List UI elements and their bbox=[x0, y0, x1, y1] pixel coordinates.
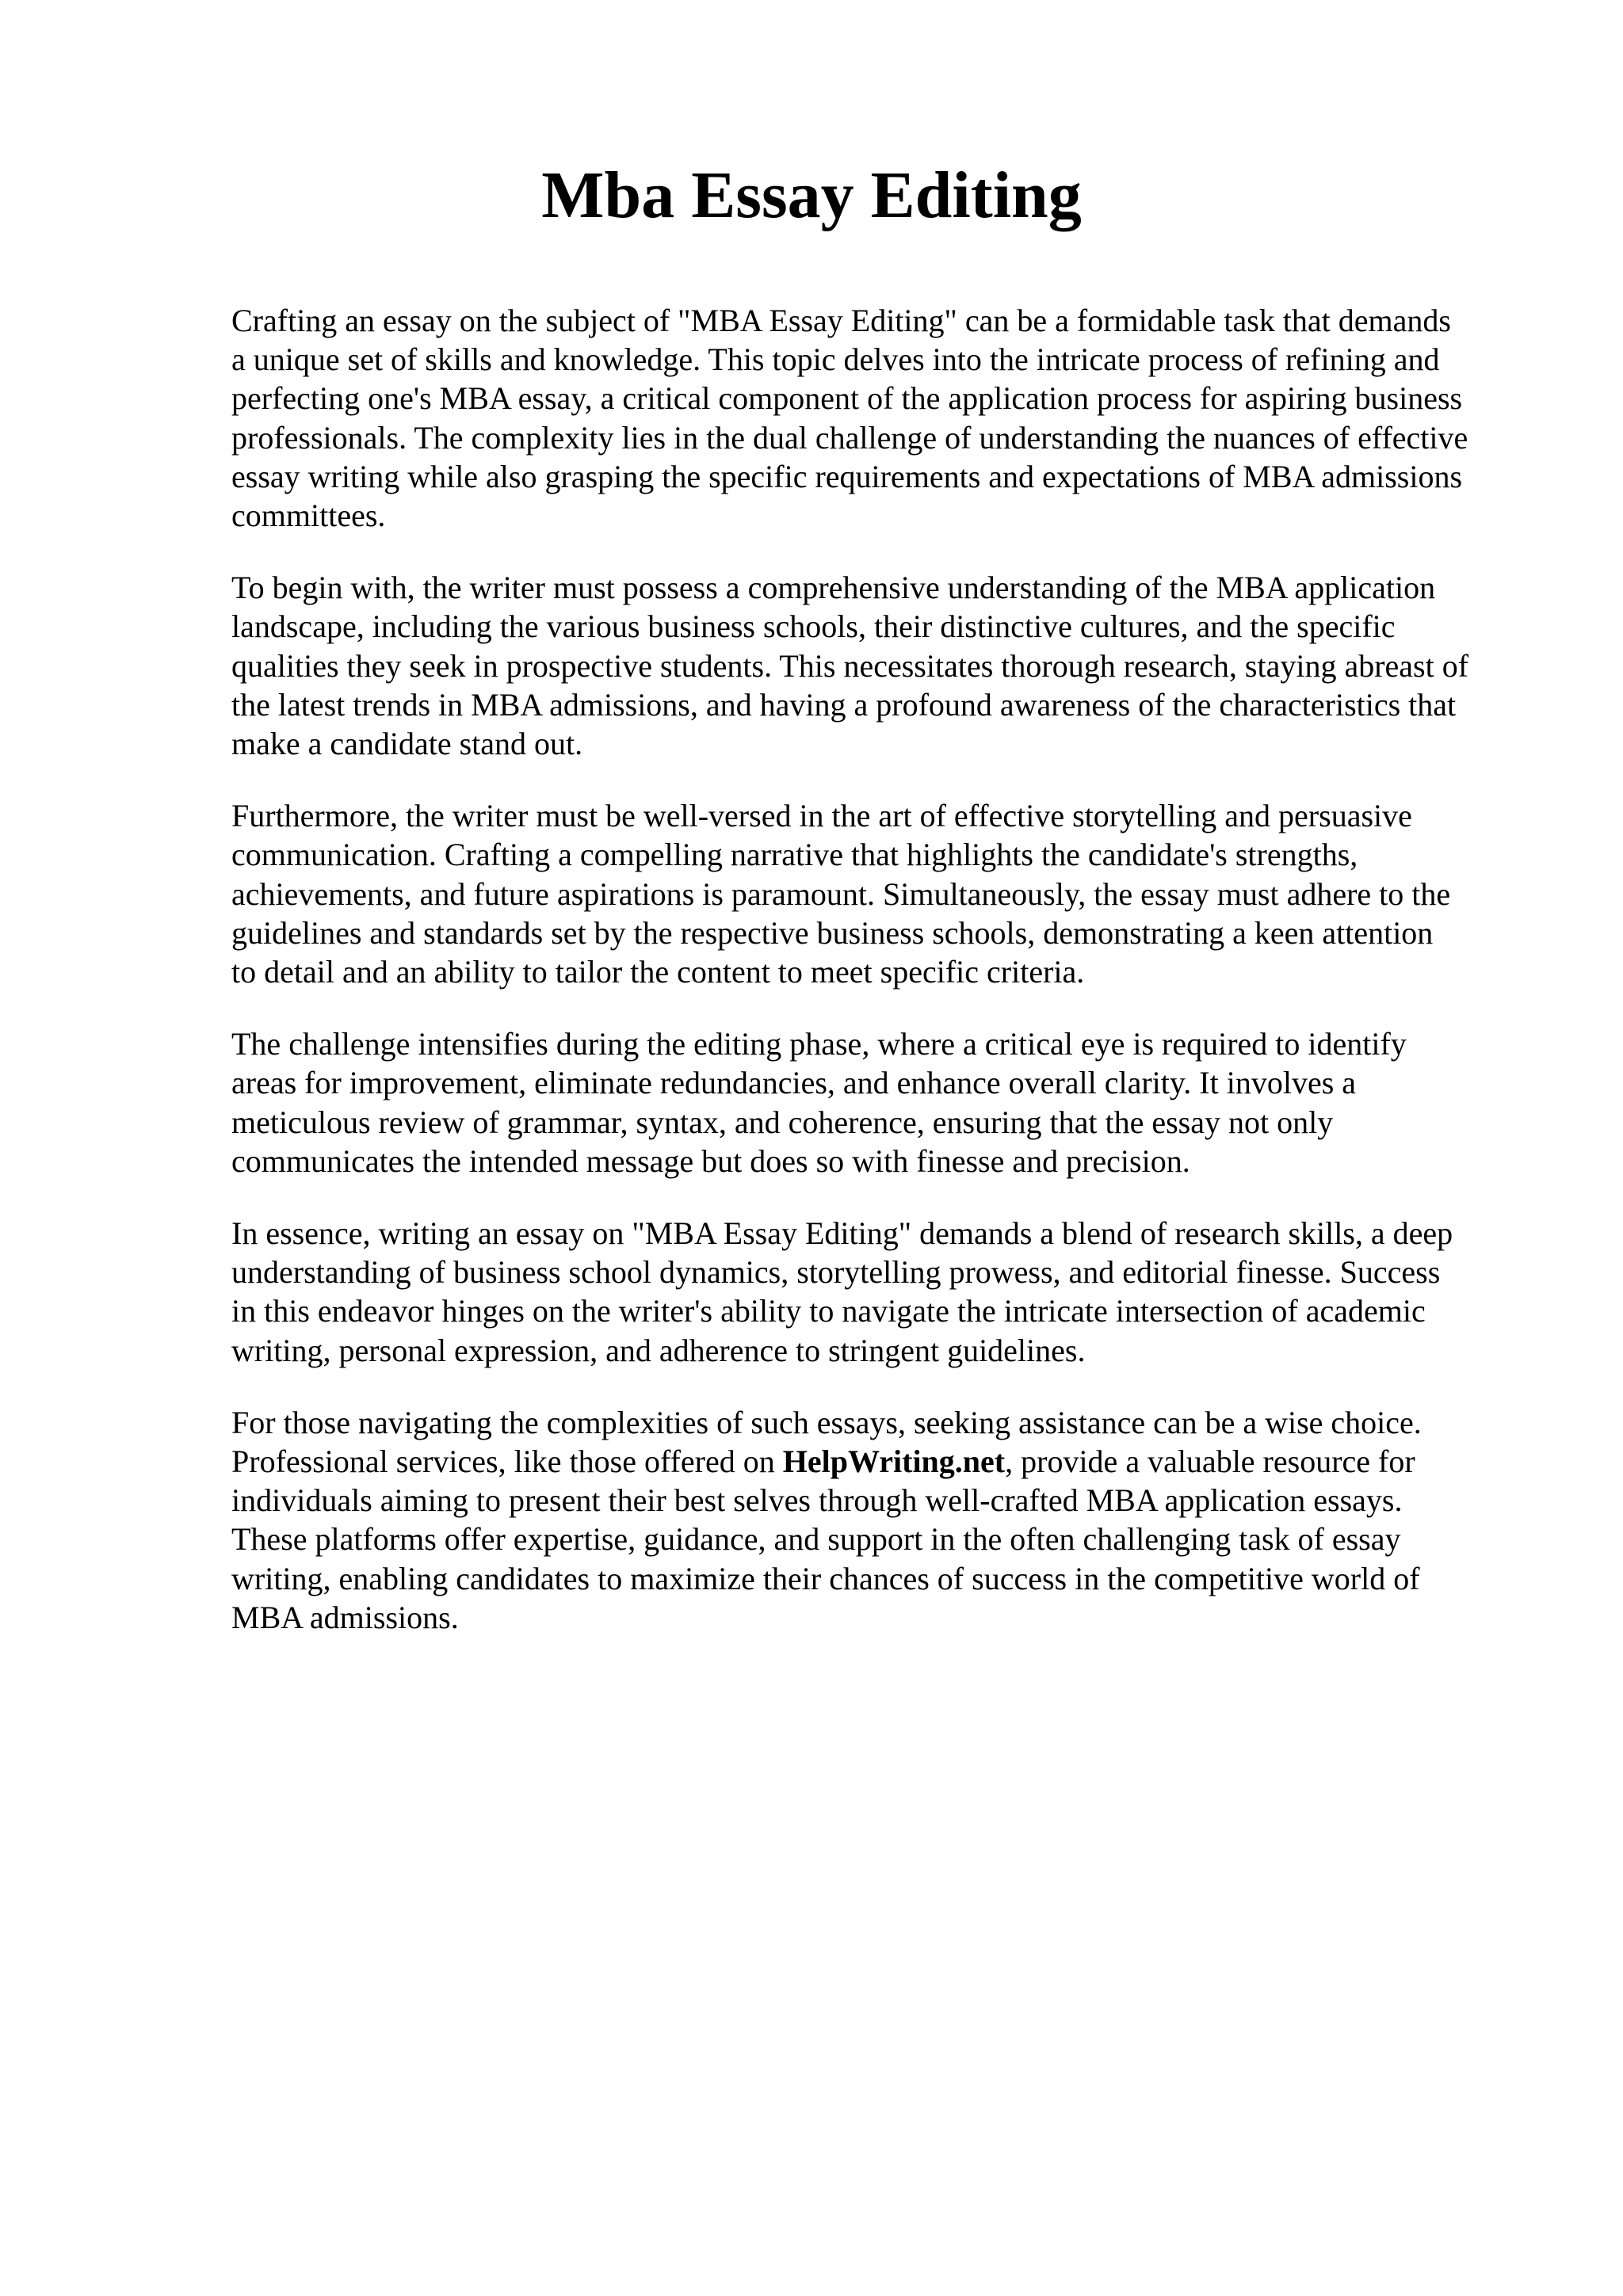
paragraph-6-text-after-link: , provide a valuable resource for individuals aiming to present their best selves through well-crafted MBA application essays. These platforms offer expertise, guidance, and support in the often challenging task of essay writing, enabling candidates to maximize their chances of success in the competitive world of MBA admissions. bbox=[231, 1444, 1420, 1635]
paragraph-1: Crafting an essay on the subject of "MBA Essay Editing" can be a formidable task that demands a unique set of skills and knowledge. This topic delves into the intricate process of refining and perfecting one's MBA essay, a critical component of the application process for aspiring business professionals. The complexity lies in the dual challenge of understanding the nuances of effective essay writing while also grasping the specific requirements and expectations of MBA admissions committees. bbox=[231, 303, 1468, 534]
document-body bbox=[231, 301, 1515, 1670]
page-title: Mba Essay Editing bbox=[541, 158, 1082, 232]
paragraph-5: In essence, writing an essay on "MBA Essay Editing" demands a blend of research skills, a deep understanding of business school dynamics, storytelling prowess, and editorial finesse. Success in this endeavor hinges on the writer's ability to navigate the intricate intersection of academic writing, personal expression, and adherence to stringent guidelines. bbox=[231, 1215, 1453, 1368]
paragraph-4: The challenge intensifies during the editing phase, where a critical eye is required to identify areas for improvement, eliminate redundancies, and enhance overall clarity. It involves a meticulous review of grammar, syntax, and coherence, ensuring that the essay not only communicates the intended message but does so with finesse and precision. bbox=[231, 1026, 1407, 1179]
paragraph-6 bbox=[231, 1403, 1515, 1637]
paragraph-3: Furthermore, the writer must be well-versed in the art of effective storytelling and persuasive communication. Crafting a compelling narrative that highlights the candidate's strengths, achievements, and future aspirations is paramount. Simultaneously, the essay must adhere to the guidelines and standards set by the respective business schools, demonstrating a keen attention to detail and an ability to tailor the content to meet specific criteria. bbox=[231, 798, 1451, 990]
paragraph-6-text-before-link: For those navigating the complexities of such essays, seeking assistance can be a wise choice. Professional services, like those offered on bbox=[231, 1404, 1422, 1480]
paragraph-2: To begin with, the writer must possess a comprehensive understanding of the MBA application landscape, including the various business schools, their distinctive cultures, and the specific qualities they seek in prospective students. This necessitates thorough research, staying abreast of the latest trends in MBA admissions, and having a profound awareness of the characteristics that make a candidate stand out. bbox=[231, 570, 1469, 762]
helpwriting-link[interactable]: HelpWriting.net bbox=[782, 1444, 1006, 1480]
